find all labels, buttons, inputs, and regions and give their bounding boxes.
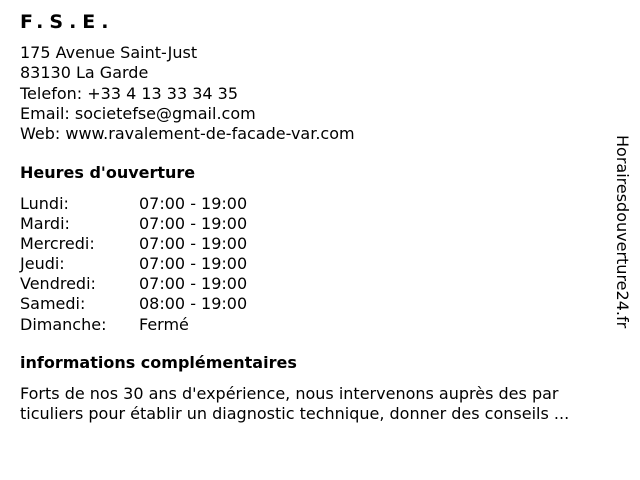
additional-info-line: Forts de nos 30 ans d'expérience, nous intervenons auprès des par bbox=[20, 384, 559, 403]
site-watermark: Horairesdouverture24.fr bbox=[613, 135, 632, 329]
day-label: Dimanche: bbox=[20, 314, 107, 334]
website-address: Web: www.ravalement-de-facade-var.com bbox=[20, 124, 355, 144]
hours-value: 07:00 - 19:00 bbox=[139, 194, 248, 213]
additional-info-heading: informations complémentaires bbox=[20, 353, 297, 372]
additional-info-text bbox=[20, 384, 620, 424]
hours-value: 07:00 - 19:00 bbox=[139, 254, 248, 274]
additional-info-line: ticuliers pour établir un diagnostic technique, donner des conseils ... bbox=[20, 404, 570, 423]
business-name: F.S.E. bbox=[20, 11, 115, 33]
opening-hours-heading: Heures d'ouverture bbox=[20, 163, 196, 182]
hours-value: 07:00 - 19:00 bbox=[139, 234, 248, 254]
day-label: Mardi: bbox=[20, 214, 70, 234]
day-label: Samedi: bbox=[20, 294, 86, 314]
hours-value: Fermé bbox=[139, 314, 189, 334]
address-city: 83130 La Garde bbox=[20, 63, 149, 83]
phone-number: Telefon: +33 4 13 33 34 35 bbox=[20, 83, 239, 103]
hours-value: 07:00 - 19:00 bbox=[139, 274, 248, 294]
day-label: Mercredi: bbox=[20, 234, 95, 254]
email-address: Email: societefse@gmail.com bbox=[20, 103, 256, 123]
hours-value: 08:00 - 19:00 bbox=[139, 294, 248, 314]
contact-block bbox=[20, 43, 355, 144]
day-label: Jeudi: bbox=[20, 254, 65, 274]
day-label: Vendredi: bbox=[20, 274, 96, 294]
day-label: Lundi: bbox=[20, 194, 69, 213]
address-street: 175 Avenue Saint-Just bbox=[20, 43, 198, 62]
hours-value: 07:00 - 19:00 bbox=[139, 214, 248, 234]
